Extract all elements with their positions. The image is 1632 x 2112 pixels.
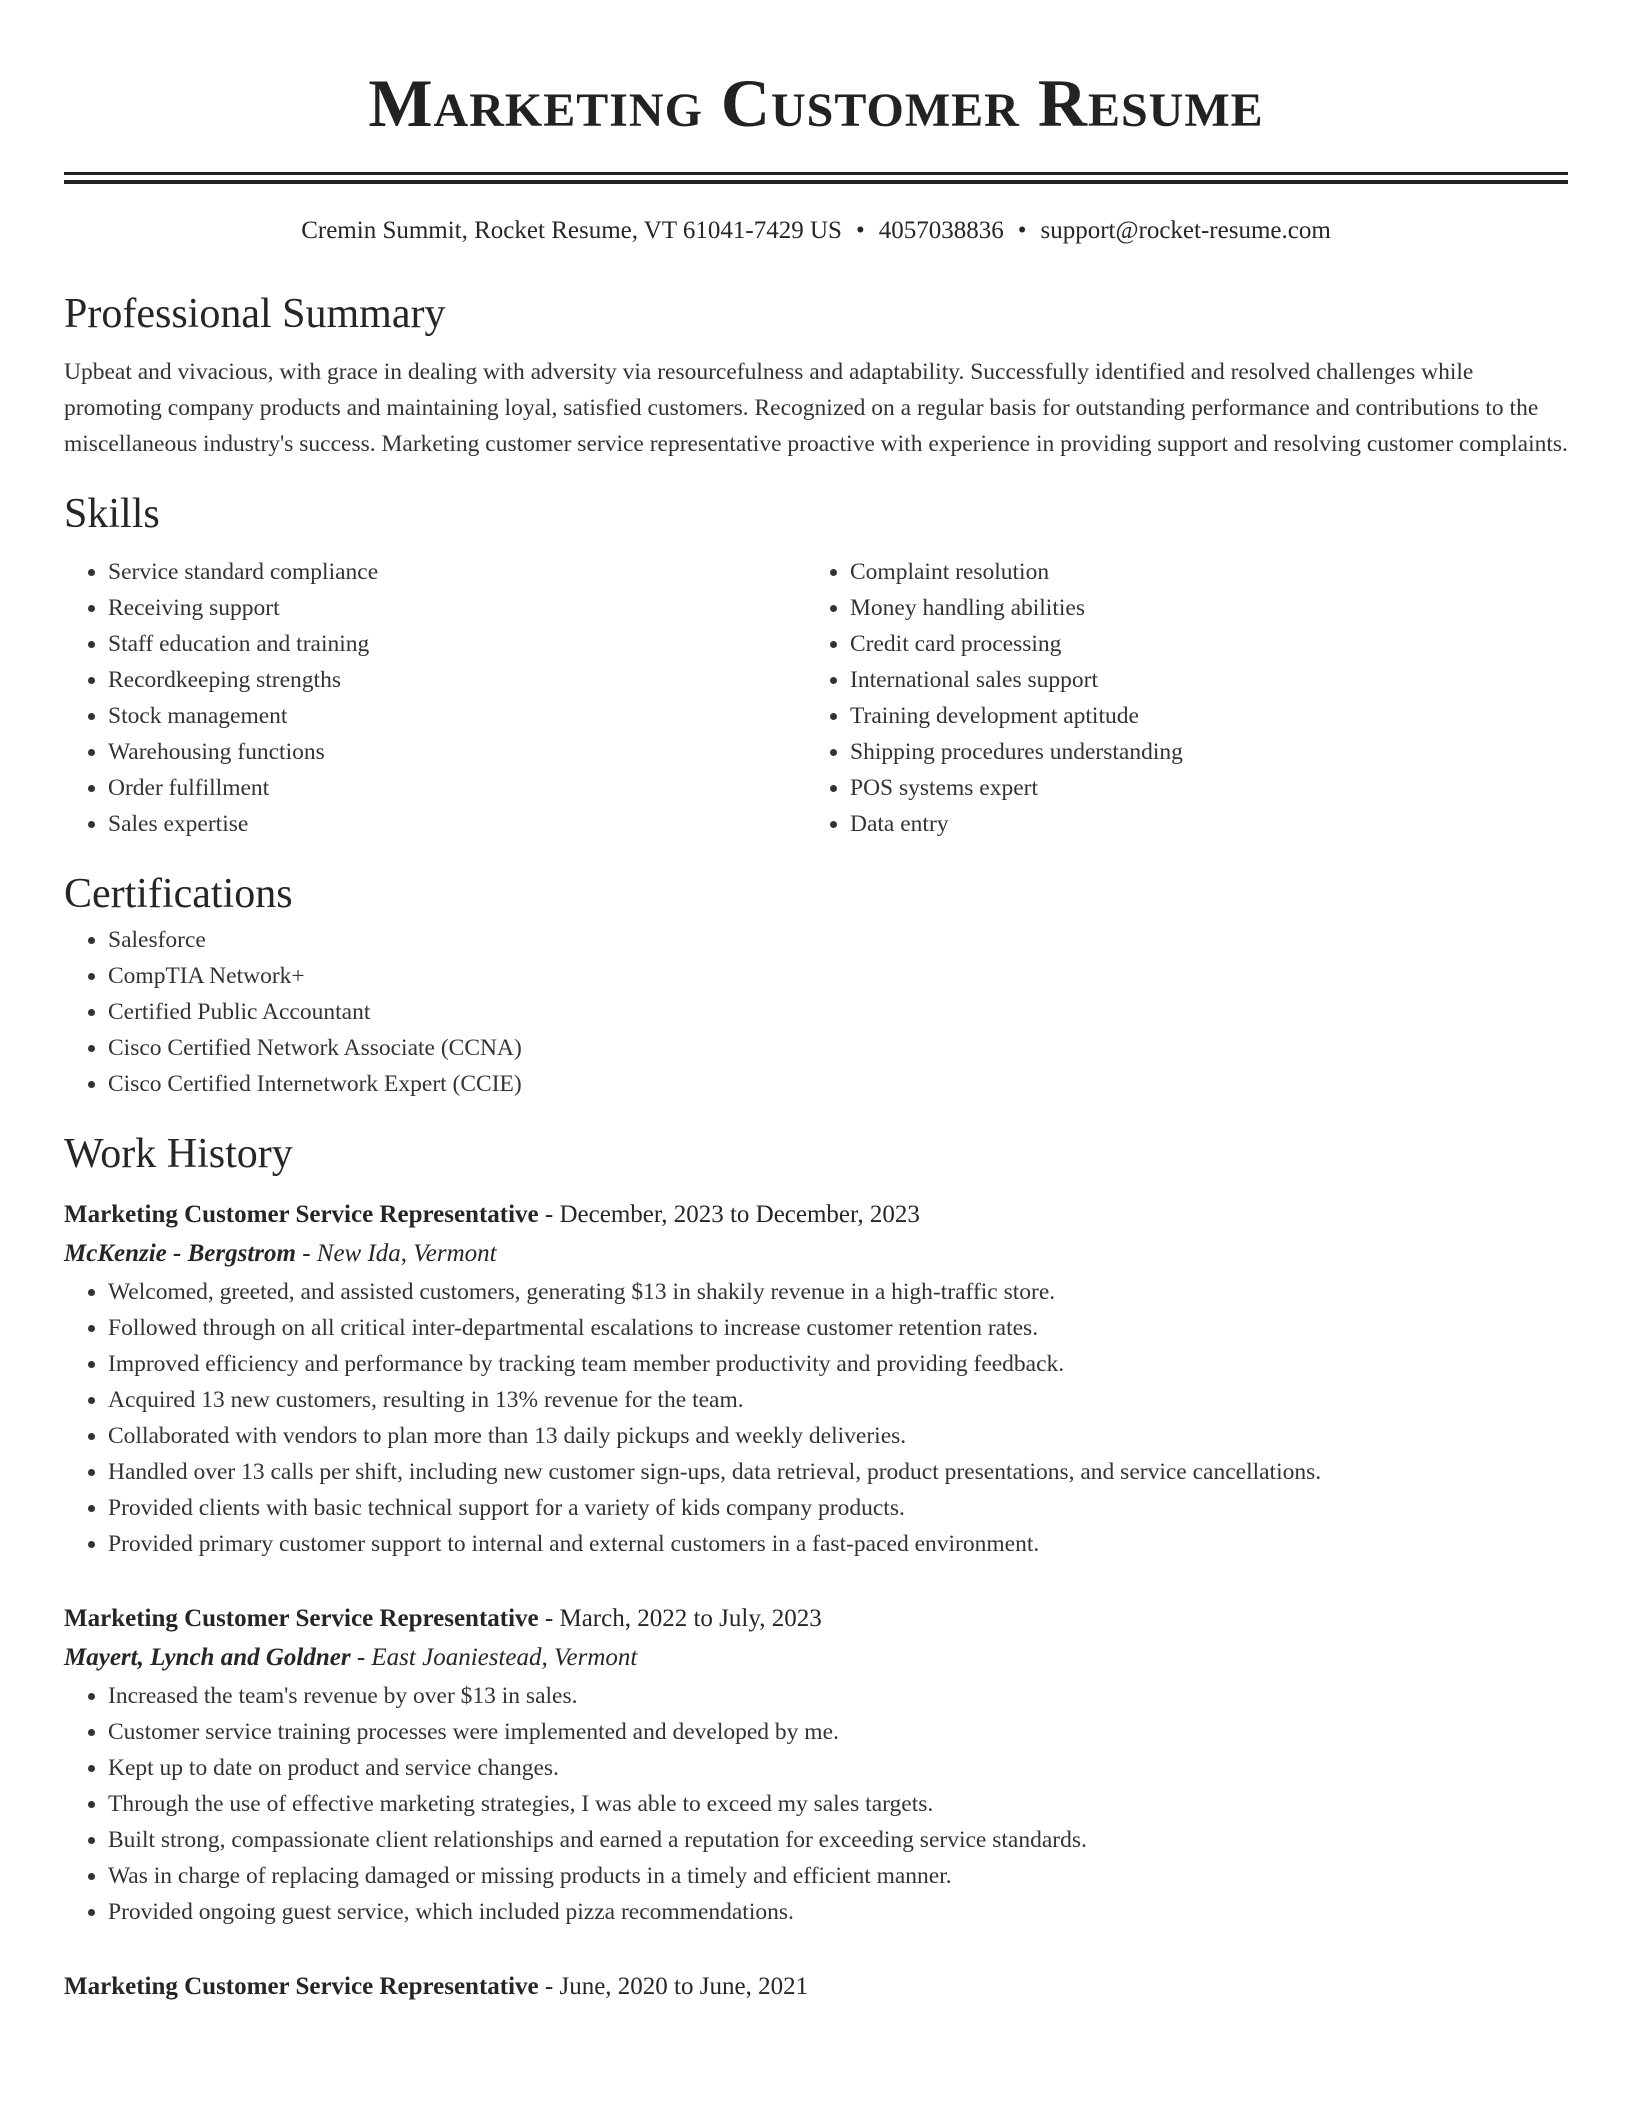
resume-title: Marketing Customer Resume — [368, 65, 1264, 141]
job-bullet: • Was in charge of replacing damaged or missing products in a timely and efficient manner. — [108, 1858, 1568, 1894]
job-title: Marketing Customer Service Representative — [64, 1605, 539, 1632]
job-dates: - March, 2022 to July, 2023 — [544, 1605, 822, 1632]
job-bullet: • Welcomed, greeted, and assisted customers, generating $13 in shakily revenue in a high-traffic store. — [108, 1274, 1568, 1310]
skill-item: • Order fulfillment — [108, 770, 806, 806]
company-name: McKenzie - Bergstrom — [64, 1240, 296, 1267]
skill-item: • Receiving support — [108, 590, 806, 626]
contact-phone: 4057038836 — [878, 217, 1004, 244]
job-bullets — [64, 1678, 1568, 1930]
summary-heading: Professional Summary — [64, 291, 446, 337]
job-bullet: • Kept up to date on product and service changes. — [108, 1750, 1568, 1786]
title-divider — [64, 172, 1568, 184]
company-line — [64, 1638, 1568, 1678]
skills-column-right — [806, 554, 1548, 842]
job-bullet: • Increased the team's revenue by over $13 in sales. — [108, 1678, 1568, 1714]
skills-column-left — [64, 554, 806, 842]
certification-item: • CompTIA Network+ — [108, 958, 1568, 994]
job-bullet: • Followed through on all critical inter-departmental escalations to increase customer retention rates. — [108, 1310, 1568, 1346]
skills-heading: Skills — [64, 491, 160, 537]
job-title-line — [64, 1600, 1568, 1638]
job-dates: - June, 2020 to June, 2021 — [544, 1973, 809, 2000]
contact-line — [64, 214, 1568, 248]
job-bullets — [64, 1274, 1568, 1562]
contact-separator: • — [1017, 217, 1027, 244]
job-bullet: • Collaborated with vendors to plan more than 13 daily pickups and weekly deliveries. — [108, 1418, 1568, 1454]
job-bullet: • Built strong, compassionate client relationships and earned a reputation for exceeding service standards. — [108, 1822, 1568, 1858]
job-bullet: • Handled over 13 calls per shift, including new customer sign-ups, data retrieval, product presentations, and service cancellations. — [108, 1454, 1568, 1490]
skill-item: • Stock management — [108, 698, 806, 734]
skill-item: • Training development aptitude — [850, 698, 1548, 734]
skill-item: • Staff education and training — [108, 626, 806, 662]
skills-list-right — [806, 554, 1548, 842]
certification-item: • Certified Public Accountant — [108, 994, 1568, 1030]
job-bullet: • Provided ongoing guest service, which included pizza recommendations. — [108, 1894, 1568, 1930]
job-bullet: • Provided clients with basic technical support for a variety of kids company products. — [108, 1490, 1568, 1526]
company-location: - East Joaniestead, Vermont — [356, 1644, 638, 1671]
job-dates: - December, 2023 to December, 2023 — [544, 1201, 920, 1228]
job-bullet: • Provided primary customer support to internal and external customers in a fast-paced environment. — [108, 1526, 1568, 1562]
summary-text: Upbeat and vivacious, with grace in dealing with adversity via resourcefulness and adaptability. Successfully identified and resolved challenges while promoting company products and maintaining loyal, satisfied customers. Recognized on a regular basis for outstanding performance and contributions to the miscellaneous industry's success. Marketing customer service representative proactive with experience in providing support and resolving customer complaints. — [64, 359, 1568, 457]
contact-address: Cremin Summit, Rocket Resume, VT 61041-7429 US — [301, 217, 842, 244]
job-entry — [64, 1600, 1568, 1930]
company-name: Mayert, Lynch and Goldner — [64, 1644, 351, 1671]
job-title: Marketing Customer Service Representative — [64, 1973, 539, 2000]
skill-item: • International sales support — [850, 662, 1548, 698]
skill-item: • Shipping procedures understanding — [850, 734, 1548, 770]
skill-item: • Warehousing functions — [108, 734, 806, 770]
skill-item: • Credit card processing — [850, 626, 1548, 662]
skills-list-left — [64, 554, 806, 842]
resume-page — [64, 0, 1568, 2006]
job-title-line — [64, 1968, 1568, 2006]
skill-item: • Recordkeeping strengths — [108, 662, 806, 698]
skill-item: • Money handling abilities — [850, 590, 1548, 626]
company-line — [64, 1234, 1568, 1274]
contact-email[interactable]: support@rocket-resume.com — [1040, 217, 1331, 244]
skill-item: • Complaint resolution — [850, 554, 1548, 590]
job-entry — [64, 1196, 1568, 1562]
skill-item: • Service standard compliance — [108, 554, 806, 590]
certification-item: • Salesforce — [108, 922, 1568, 958]
job-bullet: • Acquired 13 new customers, resulting in 13% revenue for the team. — [108, 1382, 1568, 1418]
job-title-line — [64, 1196, 1568, 1234]
company-location: - New Ida, Vermont — [302, 1240, 497, 1267]
contact-separator: • — [855, 217, 865, 244]
skills-grid — [64, 554, 1568, 842]
job-bullet: • Customer service training processes were implemented and developed by me. — [108, 1714, 1568, 1750]
work-history-heading: Work History — [64, 1131, 293, 1177]
job-entry — [64, 1968, 1568, 2006]
skill-item: • Data entry — [850, 806, 1548, 842]
job-bullet: • Improved efficiency and performance by tracking team member productivity and providing feedback. — [108, 1346, 1568, 1382]
certifications-heading: Certifications — [64, 871, 293, 917]
certification-item: • Cisco Certified Internetwork Expert (CCIE) — [108, 1066, 1568, 1102]
job-bullet: • Through the use of effective marketing strategies, I was able to exceed my sales targets. — [108, 1786, 1568, 1822]
skill-item: • POS systems expert — [850, 770, 1548, 806]
skill-item: • Sales expertise — [108, 806, 806, 842]
certifications-list — [64, 922, 1568, 1102]
job-title: Marketing Customer Service Representative — [64, 1201, 539, 1228]
certification-item: • Cisco Certified Network Associate (CCNA) — [108, 1030, 1568, 1066]
